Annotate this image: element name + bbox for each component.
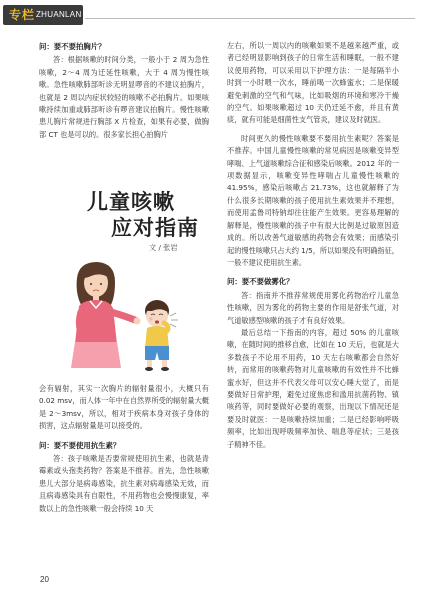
answer-antibiotics: 答：孩子咳嗽是否要常规使用抗生素，也就是青霉素或头孢类药物？答案是不推荐。首先，急性咳嗽患儿大部分是病毒感染，抗生素对病毒感染无效，而且病毒感染具有自限性，不用药物也会慢慢康复，率数以上的急性咳嗽一般会持续 10 天 bbox=[39, 454, 209, 513]
question-chest-xray: 问：要不要拍胸片？ bbox=[39, 42, 106, 51]
chronic-cough-paragraph: 时间更久的慢性咳嗽要不要用抗生素呢？答案是不推荐。中国儿童慢性咳嗽的常见病因是咳嗽变异型哮喘、上气道咳嗽综合征和感染后咳嗽。2012 年的一项数据显示，咳嗽变异性哮喘占儿童慢性咳嗽的 41.95%，感染后咳嗽占 21.73%，这也就解释了为什么很多长期咳嗽的孩子使用抗生素效果并不理想，而使用孟鲁司特钠却往往能产生效果。更容易理解的解释是，慢性咳嗽的孩子中有很大比例是过敏原因造成的。所以改善气道敏感的药物会有效果；而感染引起的慢性咳嗽只占大约 1/5，所以如果没有明确指征，一般不建议使用抗生素。 bbox=[227, 133, 399, 267]
left-column-bottom bbox=[39, 383, 209, 515]
answer-nebulization: 答：指南并不推荐常规使用雾化药物治疗儿童急性咳嗽，因为雾化的药物主要的作用是舒张气道，对气道敏感型咳嗽的孩子才有良好效果。 bbox=[227, 290, 399, 325]
right-column bbox=[227, 40, 399, 451]
mother-child-illustration bbox=[39, 256, 209, 376]
question-antibiotics: 问：要不要使用抗生素？ bbox=[39, 440, 121, 450]
mother-figure bbox=[71, 262, 141, 368]
header-divider bbox=[85, 18, 415, 19]
cough-lines bbox=[170, 313, 178, 327]
radiation-paragraph: 会有辐射，其实一次胸片的辐射量很小，大概只有 0.02 msv，而人体一年中在自然界所受的辐射量大概是 2～3msv，所以，相对于疾病本身对孩子身体的损害，这点辐射量是可以接受的。 bbox=[39, 384, 209, 431]
column-header bbox=[0, 0, 427, 30]
column-name-en: ZHUANLAN bbox=[36, 10, 82, 19]
author-byline: 文 / 张岩 bbox=[149, 243, 178, 252]
answer-chest-xray: 答：根据咳嗽的时间分类，一般小于 2 周为急性咳嗽，2～4 周为迁延性咳嗽，大于 4 周为慢性咳嗽。急性咳嗽肺部听诊无明显啰音的不建议拍胸片，也就是 2 周以内症状较轻的咳嗽不必拍胸片。如果咳嗽持续加重或肺部听诊有啰音建议拍胸片。慢性咳嗽患儿胸片常规进行胸部 X 片检查，如果有必要，做胸部 CT 也是可以的。很多家长担心拍胸片 bbox=[39, 55, 209, 139]
article-title-block bbox=[39, 182, 209, 254]
child-figure bbox=[145, 300, 169, 371]
left-column-top bbox=[39, 40, 209, 141]
page-number: 20 bbox=[40, 575, 49, 584]
article-title-line1: 儿童咳嗽 bbox=[87, 189, 175, 214]
question-nebulization: 问：要不要做雾化？ bbox=[227, 277, 294, 287]
column-brand-badge bbox=[3, 5, 83, 25]
article-title-line2: 应对指南 bbox=[111, 215, 199, 240]
column-name-cn: 专栏 bbox=[9, 8, 36, 22]
care-advice-paragraph: 左右，所以一周以内的咳嗽如果不是越来越严重，或者已经明显影响到孩子的日常生活和睡眠，一般不建议使用药物，可以采用以下护理方法：一是每隔半小时到一小时喂一次水，睡前喝一次蜂蜜水；二是保暖避免刺激的空气和气味，比如吸烟的环境和寒冷干燥的空气。如果咳嗽超过 10 天仍迁延不愈，并且有黄痰，就有可能是细菌性支气管炎，建议及时就医。 bbox=[227, 41, 399, 125]
summary-paragraph: 最后总结一下指南的内容，超过 50% 的儿童咳嗽，在随时间的推移自愈，比如在 10 天后，也就是大多数孩子不论用不用药，10 天左右咳嗽都会自然好转，而常用的咳嗽药物对儿童咳嗽的有效性并不比蜂蜜水好，但这并不代表父母可以安心睡大觉了，而是要做好日常护理，避免过度焦虑和滥用抗菌药物、镇咳药等，同时要做好必要的观察，出现以下情况还是要及时就医：一是咳嗽持续加重；二是已经影响呼吸频率，比如出现呼吸频率加快、喘息等症状；三是孩子精神不佳。 bbox=[227, 327, 399, 449]
